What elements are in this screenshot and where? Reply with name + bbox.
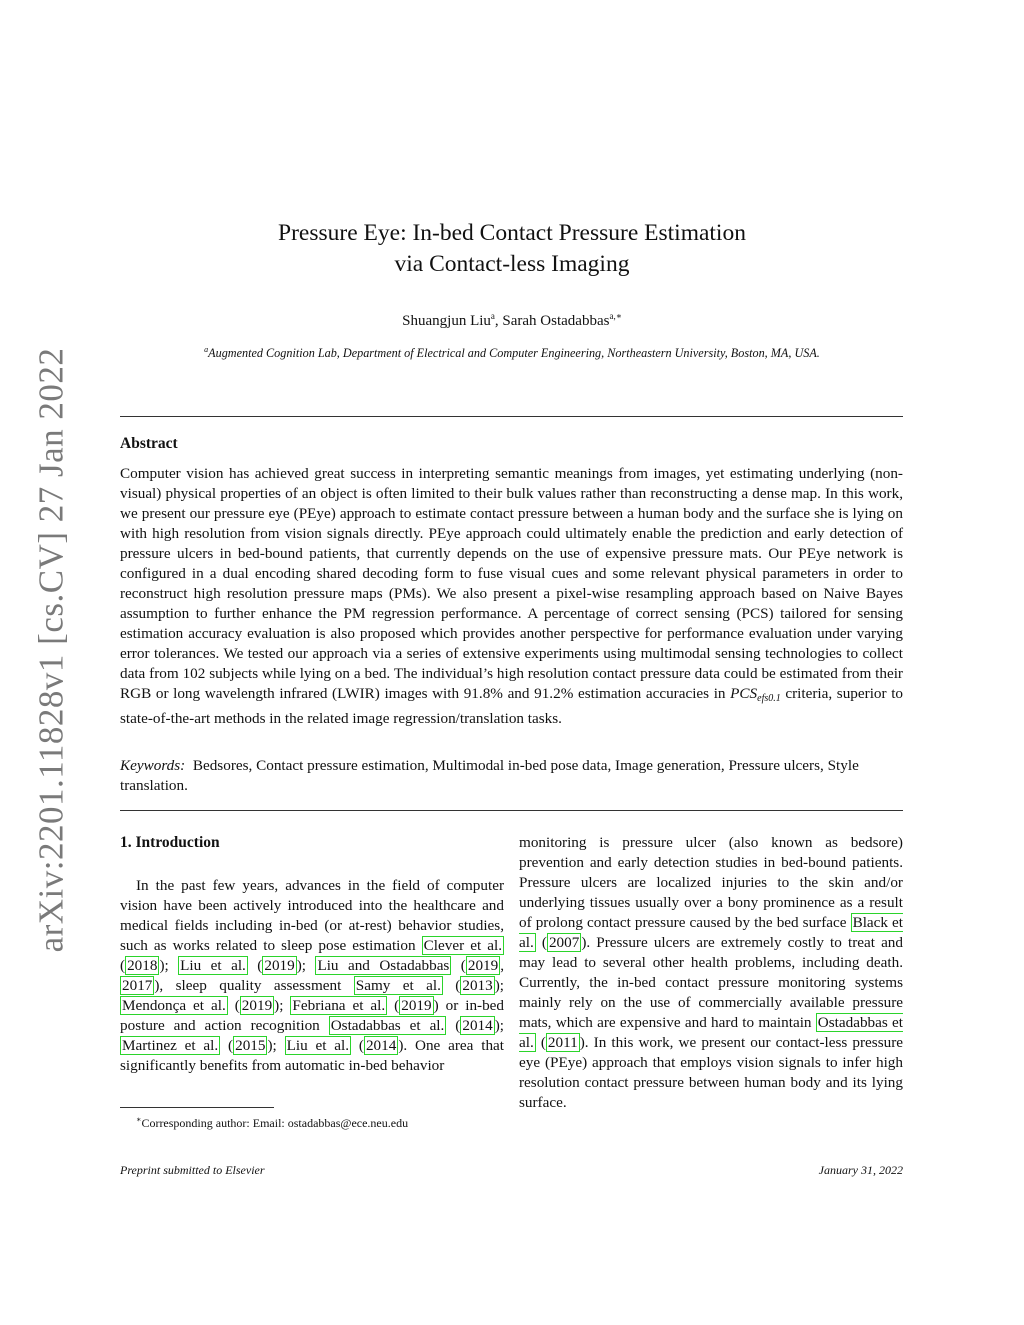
pcs-subscript: efs0.1 xyxy=(757,693,781,704)
keywords xyxy=(120,756,903,796)
citation-link[interactable]: Samy et al. xyxy=(355,977,441,994)
footnote-divider xyxy=(120,1107,274,1108)
citation-link[interactable]: Febriana et al. xyxy=(292,997,386,1014)
citation-link[interactable]: Ostadabbas et al. xyxy=(330,1017,445,1034)
citation-link[interactable]: Mendonça et al. xyxy=(122,997,226,1014)
citation-link[interactable]: Ostadabbas et al. xyxy=(519,1014,903,1051)
author-affil-mark: a xyxy=(490,311,495,321)
paper-title xyxy=(200,218,824,280)
title-line-1: Pressure Eye: In-bed Contact Pressure Estimation xyxy=(278,220,746,246)
citation-link[interactable]: 2015 xyxy=(235,1037,266,1054)
intro-left-column: In the past few years, advances in the field of computer vision have been actively introduced into the healthcare and medical fields including in-bed (or at-rest) behavior studies, such as works related to sleep pose estimation Clever et al. ( 2018 ); Liu et al. ( 2019 ); Liu and Ostadabbas ( 2019 , 2017 ), sleep quality assessment Samy et al. ( 2013 ); Mendonça et al. ( 2019 ); Febriana et al. ( 2019 ) or in-bed posture and action recognition Ostadabbas et al. ( 2014 ); Martinez et al. ( 2015 ); Liu et al. ( 2014 ). One area that significantly benefits from automatic in-bed behavior xyxy=(120,877,505,1074)
pcs-symbol: PCS xyxy=(730,685,758,702)
abstract-text-1: Computer vision has achieved great success in interpreting semantic meanings from images, yet estimating underlying (non-visual) physical properties of an object is often limited to their bulk values rather than reconstructing a dense map. In this work, we present our pressure eye (PEye) approach to estimate contact pressure between a human body and the surface she is lying on with high resolution from vision signals directly. PEye approach could ultimately enable the prediction and early detection of pressure ulcers in bed-bound patients, that currently depends on the use of expensive pressure mats. Our PEye network is configured in a dual encoding shared decoding form to fuse visual cues and some relevant physical parameters in order to reconstruct high resolution pressure maps (PMs). We also present a pixel-wise resampling approach based on Naive Bayes assumption to further enhance the PM regression performance. A percentage of correct sensing (PCS) tailored for sensing estimation accuracy evaluation is also proposed which provides another perspective for performance evaluation under varying error tolerances. We tested our approach via a series of extensive experiments using multimodal sensing technologies to collect data from 102 subjects while lying on a bed. The individual’s high resolution contact pressure data could be estimated from their RGB or long wavelength infrared (LWIR) images with 91.8% and 91.2% estimation accuracies in xyxy=(120,465,903,702)
keywords-text: Bedsores, Contact pressure estimation, Multimodal in-bed pose data, Image generation, Pressure ulcers, Style translation. xyxy=(120,757,859,794)
author-name: Shuangjun Liu xyxy=(402,313,491,329)
footer-date: January 31, 2022 xyxy=(818,1163,903,1177)
author-list: Shuangjun Liu$^a$, Sarah Ostadabbas$^{a,∗}$ xyxy=(402,311,622,329)
abstract-heading: Abstract xyxy=(120,435,178,452)
bottom-divider xyxy=(120,810,903,811)
title-line-2: via Contact-less Imaging xyxy=(394,251,630,277)
abstract-text-2: criteria, superior to state-of-the-art methods in the related image regression/translation tasks. xyxy=(120,685,904,727)
affiliation-mark: a xyxy=(204,345,209,354)
citation-link[interactable]: 2019 xyxy=(241,997,273,1014)
citation-link[interactable]: 2014 xyxy=(365,1037,397,1054)
affiliation xyxy=(120,342,904,361)
citation-link[interactable]: 2019 xyxy=(401,997,432,1014)
keywords-label: Keywords: xyxy=(120,757,186,774)
citation-link[interactable]: Martinez et al. xyxy=(122,1037,219,1054)
abstract-body xyxy=(120,464,903,729)
citation-link[interactable]: Liu et al. xyxy=(180,957,246,974)
citation-link[interactable]: 2014 xyxy=(462,1017,493,1034)
arxiv-identifier xyxy=(16,347,86,953)
citation-link[interactable]: Clever et al. xyxy=(423,937,503,954)
footnote-text: Corresponding author: Email: ostadabbas@ece.neu.edu xyxy=(141,1116,409,1130)
intro-right-column: monitoring is pressure ulcer (also known as bedsore) prevention and early detection studies in bed-bound patients. Pressure ulcers are localized injuries to the skin and/or underlying tissues usually over a bony prominence as a result of prolong contact pressure caused by the bed surface Black et al. ( 2007 ). Pressure ulcers are extremely costly to treat and may lead to several other health problems, including death. Currently, the in-bed contact pressure monitoring systems mainly rely on the use of commercially available pressure mats, which are expensive and hard to maintain Ostadabbas et al. ( 2011 ). In this work, we present our contact-less pressure eye (PEye) approach that employs vision signals to infer high resolution contact pressure between human body and its lying surface. xyxy=(519,834,904,1111)
citation-link[interactable]: 2017 xyxy=(122,977,153,994)
citation-link[interactable]: Black et al. xyxy=(519,914,904,951)
author-name: Sarah Ostadabbas xyxy=(502,313,610,329)
footnote-mark: ∗ xyxy=(136,1115,142,1124)
citation-link[interactable]: 2011 xyxy=(547,1034,578,1051)
citation-link[interactable]: 2013 xyxy=(462,977,493,994)
arxiv-id-text: arXiv:2201.11828v1 [cs.CV] 27 Jan 2022 xyxy=(31,347,71,953)
citation-link[interactable]: Liu et al. xyxy=(286,1037,350,1054)
citation-link[interactable]: 2019 xyxy=(264,957,295,974)
citation-link[interactable]: 2018 xyxy=(127,957,158,974)
author-affil-mark: a,∗ xyxy=(609,311,622,321)
affiliation-text: Augmented Cognition Lab, Department of Electrical and Computer Engineering, Northeastern University, Boston, MA, USA. xyxy=(208,346,820,361)
footer-preprint-note: Preprint submitted to Elsevier xyxy=(120,1163,265,1177)
citation-link[interactable]: 2019 xyxy=(467,957,499,974)
footnote xyxy=(120,1112,520,1131)
citation-link[interactable]: Liu and Ostadabbas xyxy=(317,957,450,974)
section-heading-introduction: 1. Introduction xyxy=(120,834,220,851)
top-divider xyxy=(120,416,903,417)
citation-link[interactable]: 2007 xyxy=(548,934,580,951)
